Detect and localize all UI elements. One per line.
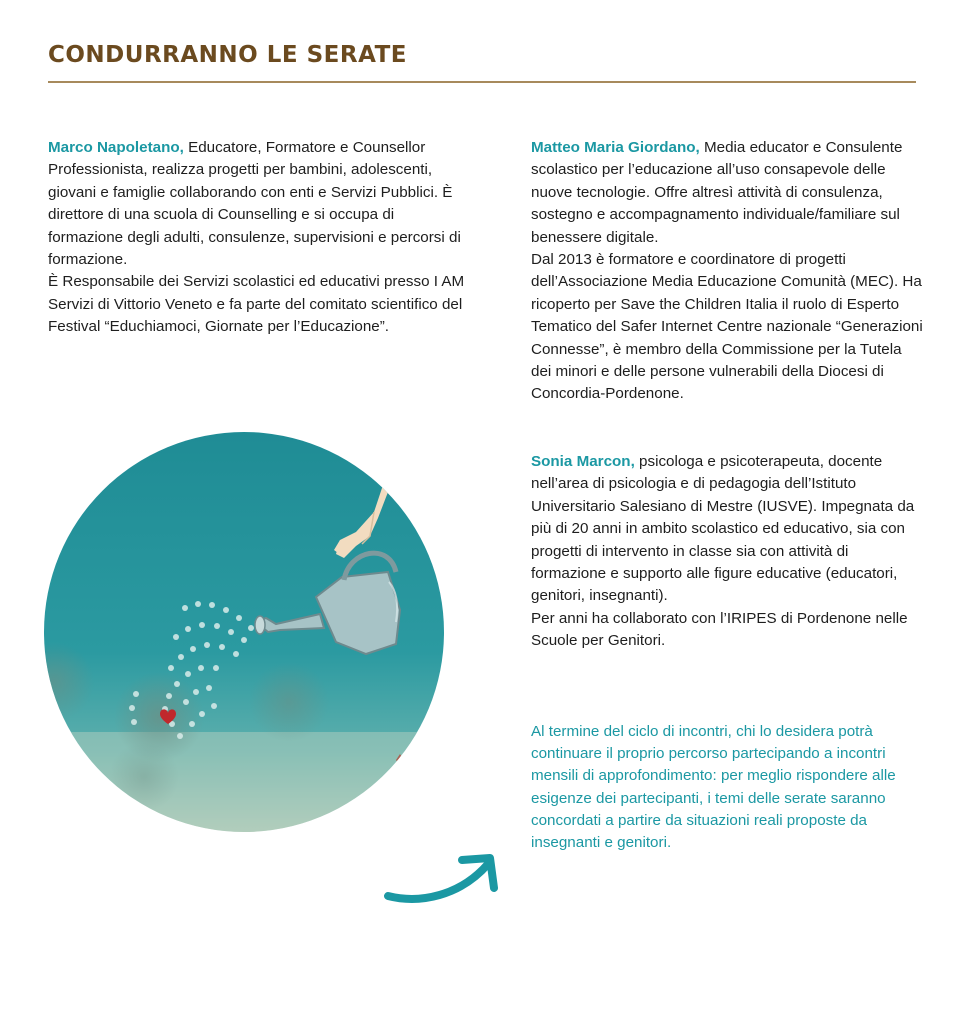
bio-sonia-marcon [531,451,923,653]
bio-text: Media educator e Consulente scolastico per l’educazione all’uso consapevole delle nuove tecnologie. Offre altresì attività di consulenza, sostegno e accompagnamento individuale/familiare sul benessere digitale. [531,139,903,246]
bio-matteo-maria-giordano [531,137,923,406]
watering-can-illustration [44,432,444,832]
title-divider [48,81,916,83]
bio-paragraph: È Responsabile dei Servizi scolastici ed educativi presso I AM Servizi di Vittorio Veneto e fa parte del comitato scientifico del Festival “Educhiamoci, Giornate per l’Educazione”. [48,273,465,336]
closing-note-text: Al termine del ciclo di incontri, chi lo desidera potrà continuare il proprio percorso partecipando a incontri mensili di approfondimento: per meglio rispondere alle esigenze dei partecipanti, i temi delle serate saranno concordati a partire da situazioni reali proposte da insegnanti e genitori. [531,723,896,852]
bio-paragraph [48,137,468,271]
bio-paragraph: Dal 2013 è formatore e coordinatore di progetti dell’Associazione Media Educazione Comunità (MEC). Ha ricoperto per Save the Children Italia il ruolo di Esperto Tematico del Safer Internet Centre nazionale “Generazioni Connesse”, è membro della Commissione per la Tutela dei minori e delle persone vulnerabili della Diocesi di Concordia-Pordenone. [531,251,923,403]
bio-paragraph [531,451,923,608]
page-title: CONDURRANNO LE SERATE [48,42,408,68]
bio-name: Sonia Marcon, [531,453,635,470]
bio-paragraph: Per anni ha collaborato con l’IRIPES di Pordenone nelle Scuole per Genitori. [531,609,908,650]
bio-text: Educatore, Formatore e Counsellor Professionista, realizza progetti per bambini, adolescenti, giovani e famiglie collaborando con enti e Servizi Pubblici. È direttore di una scuola di Counselling e si occupa di formazione degli adulti, consulenze, supervisioni e percorsi di formazione. [48,139,461,269]
bio-name: Marco Napoletano, [48,139,184,156]
bio-paragraph [531,137,923,249]
bio-name: Matteo Maria Giordano, [531,139,700,156]
bio-marco-napoletano [48,137,468,339]
curved-arrow-icon [380,846,510,906]
closing-note [531,721,923,854]
bio-text: psicologa e psicoterapeuta, docente nell’area di psicologia e di pedagogia dell’Istituto Universitario Salesiano di Mestre (IUSVE). Impegnata da più di 20 anni in ambito scolastico ed educativo, sia con progetti di intervento in classe sia con attività di formazione e supporto alle figure educative (educatori, genitori, insegnanti). [531,453,915,605]
